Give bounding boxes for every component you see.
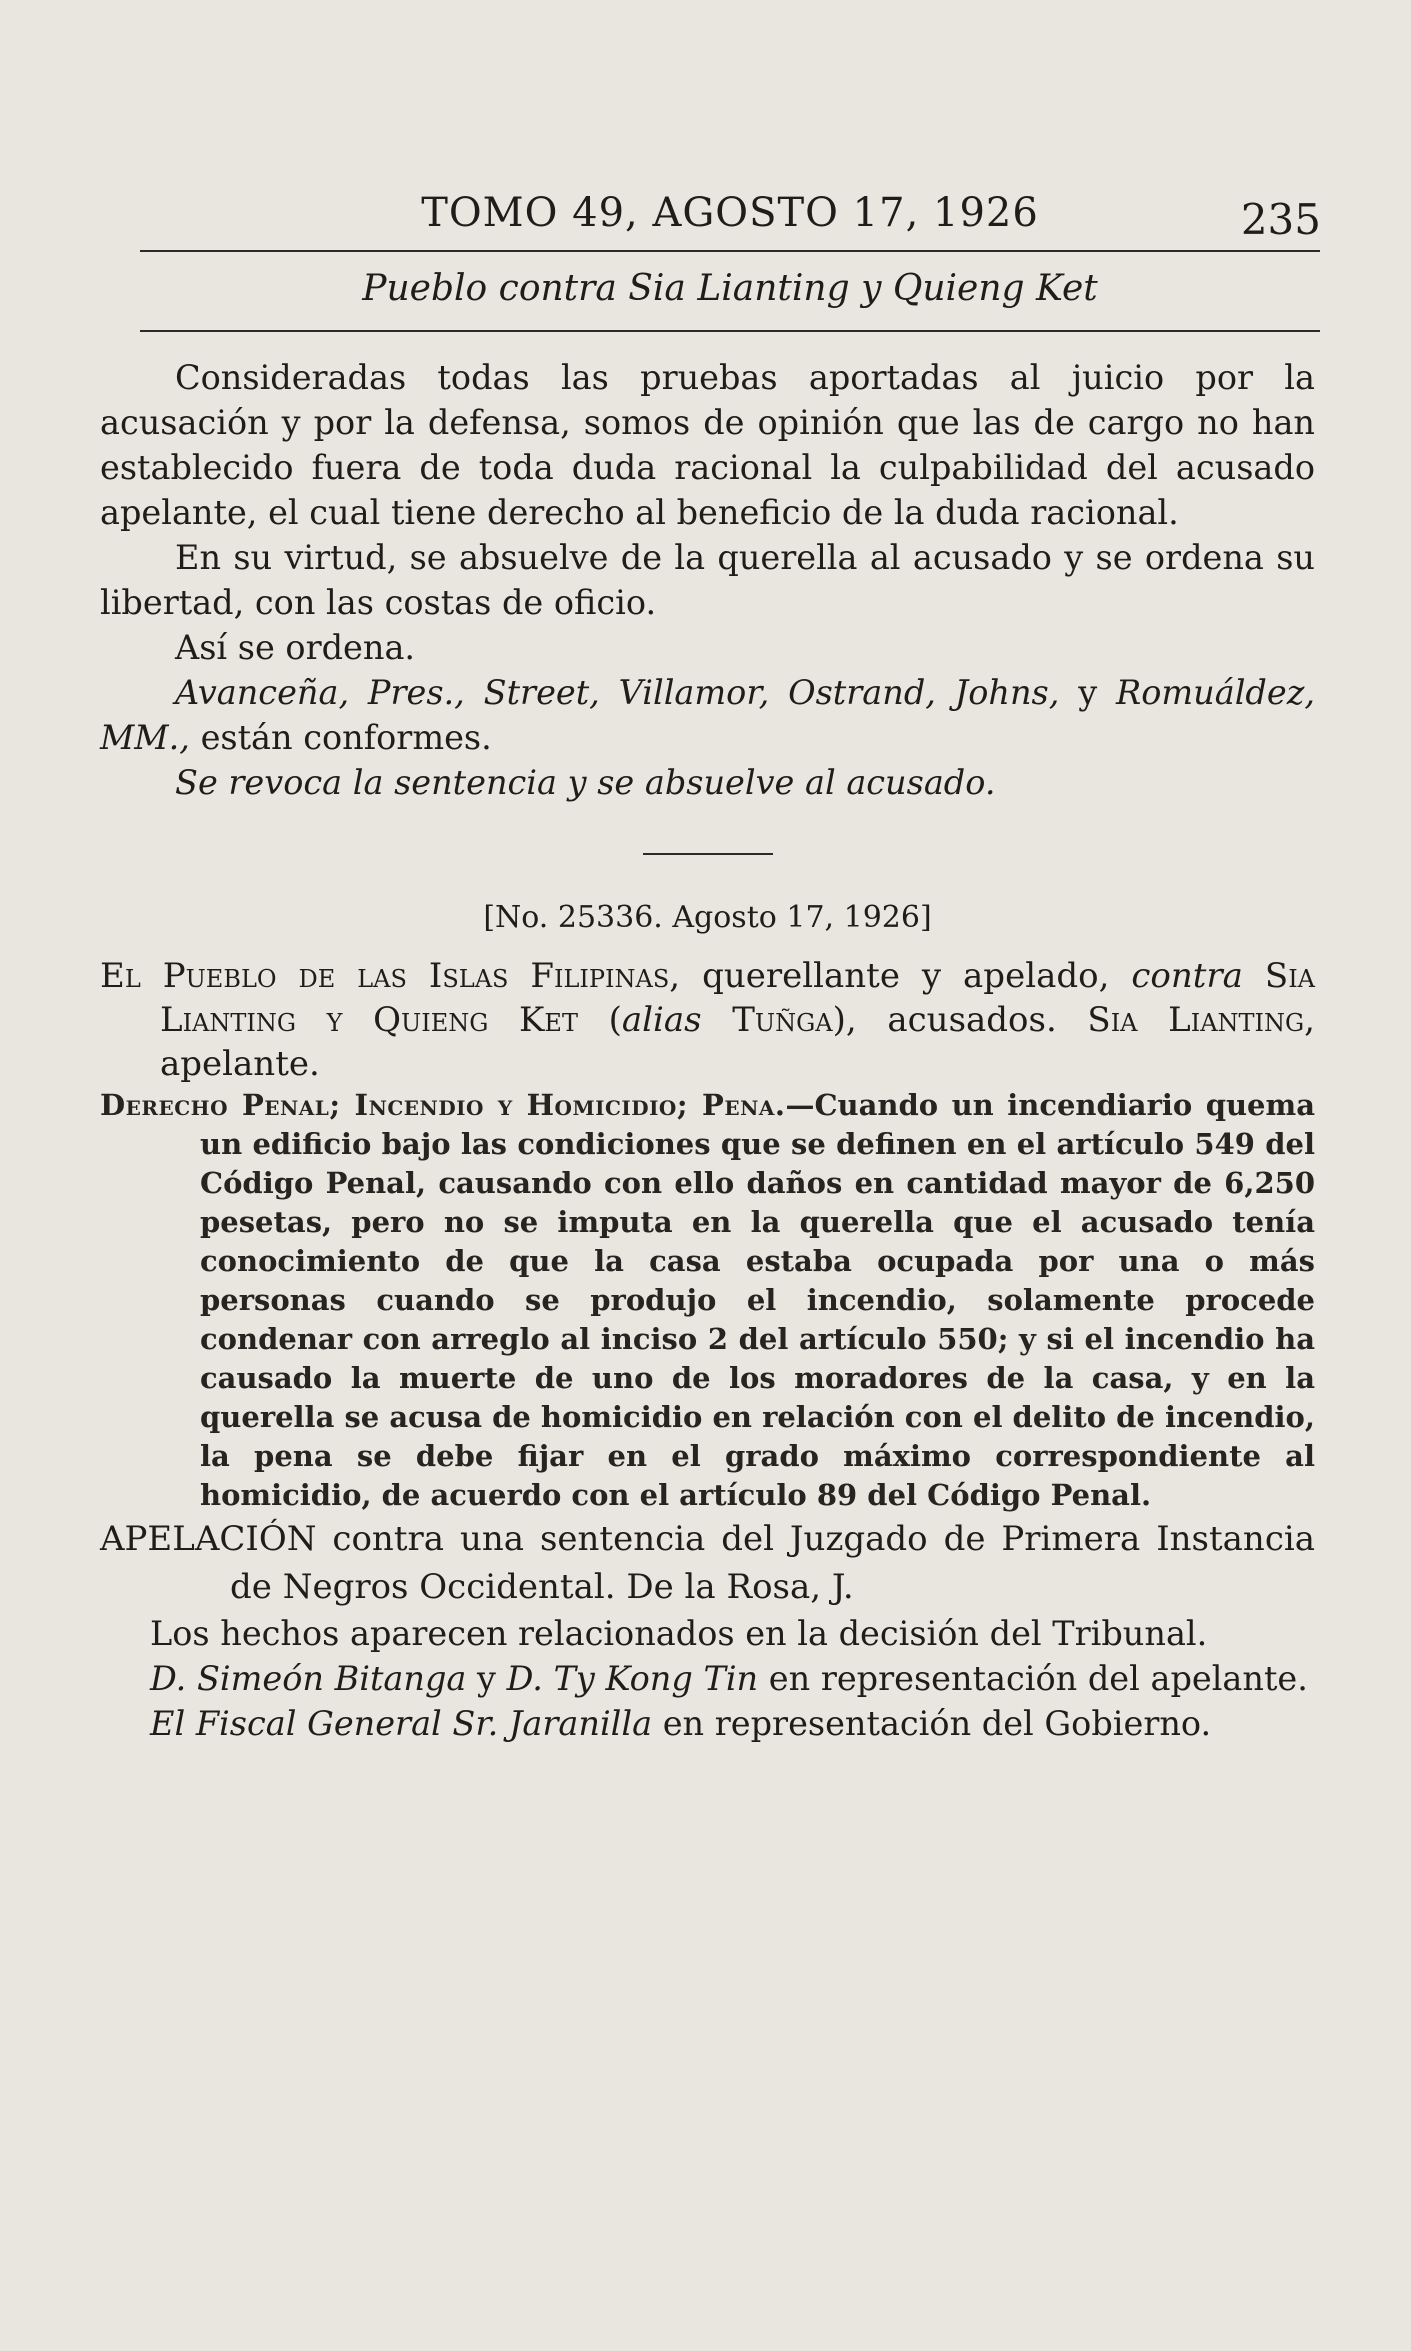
- alias-label: alias: [621, 1000, 702, 1040]
- page-body: [100, 355, 1315, 1746]
- concurring-conjunction: y: [1078, 673, 1098, 712]
- paragraph-reasoning: Consideradas todas las pruebas aportadas al juicio por la acusación y por la defensa, somos de opinión que las de cargo no han establecido fuera de toda duda racional la culpabilidad del acusado apelante, el cual tiene derecho al beneficio de la duda racional.: [100, 358, 1315, 532]
- disposition: Se revoca la sentencia y se absuelve al acusado.: [175, 763, 996, 802]
- government-counsel-text: en representación del Gobierno.: [662, 1704, 1212, 1743]
- syllabus-topic: Derecho Penal; Incendio y Homicidio; Pena.: [100, 1088, 786, 1122]
- appeal-text: contra una sentencia del Juzgado de Primera Instancia de Negros Occidental. De la Rosa, J.: [230, 1519, 1316, 1607]
- concurring-justices: Avanceña, Pres., Street, Villamor, Ostrand, Johns,: [175, 673, 1060, 712]
- government-counsel: [100, 1701, 1315, 1746]
- plaintiff-name: El Pueblo de las Islas Filipinas,: [100, 956, 681, 996]
- appeal-line: [100, 1515, 1315, 1611]
- appellant-role: apelante.: [160, 1044, 320, 1084]
- concurrence: [100, 670, 1315, 760]
- syllabus: [100, 1086, 1315, 1515]
- appellant-lawyer-conjunction: y: [477, 1659, 496, 1698]
- appellant-lawyer-1: D. Simeón Bitanga: [150, 1659, 467, 1698]
- appellant-counsel: [100, 1656, 1315, 1701]
- case-number: [No. 25336. Agosto 17, 1926]: [483, 900, 932, 935]
- concurring-end: están conformes.: [200, 718, 492, 757]
- appellant-lawyer-2: D. Ty Kong Tin: [506, 1659, 759, 1698]
- page-number: 235: [1240, 195, 1321, 244]
- running-head-rule: [140, 330, 1320, 332]
- header-rule: [140, 250, 1320, 252]
- volume-header: TOMO 49, AGOSTO 17, 1926: [421, 190, 1039, 236]
- alias-name: Tuñga: [732, 1000, 833, 1040]
- case-parties: El Pueblo de las Islas Filipinas, querellante y apelado, contra Sia Lianting y Quieng Ket (alias Tuñga), acusados. Sia Lianting, apelante.: [100, 956, 1316, 1084]
- syllabus-text: —Cuando un incendiario quema un edificio bajo las condiciones que se definen en el artículo 549 del Código Penal, causando con ello daños en cantidad mayor de 6,250 pesetas, pero no se imputa en la querella que el acusado tenía conocimiento de que la casa estaba ocupada por una o más personas cuando se produjo el incendio, solamente procede condenar con arreglo al inciso 2 del artículo 550; y si el incendio ha causado la muerte de uno de los moradores de la casa, y en la querella se acusa de homicidio en relación con el delito de incendio, la pena se debe fijar en el grado máximo correspondiente al homicidio, de acuerdo con el artículo 89 del Código Penal.: [200, 1088, 1315, 1512]
- government-lawyer: El Fiscal General Sr. Jaranilla: [150, 1704, 653, 1743]
- appellant-counsel-text: en representación del apelante.: [768, 1659, 1308, 1698]
- contra-label: contra: [1131, 956, 1243, 996]
- defendants-name: Sia Lianting y Quieng Ket: [160, 956, 1316, 1040]
- concurring-justices-2: Romuáldez, MM.,: [100, 673, 1315, 757]
- appeal-label: APELACIÓN: [100, 1519, 317, 1559]
- paragraph-ruling: En su virtud, se absuelve de la querella al acusado y se ordena su libertad, con las costas de oficio.: [100, 538, 1315, 622]
- running-head: Pueblo contra Sia Lianting y Quieng Ket: [362, 268, 1098, 309]
- defendants-role: acusados.: [887, 1000, 1057, 1040]
- plaintiff-role: querellante y apelado,: [702, 956, 1110, 996]
- paragraph-order: Así se ordena.: [175, 628, 416, 667]
- section-divider: [643, 853, 773, 855]
- facts-note: Los hechos aparecen relacionados en la decisión del Tribunal.: [150, 1614, 1208, 1653]
- appellant-name: Sia Lianting,: [1087, 1000, 1315, 1040]
